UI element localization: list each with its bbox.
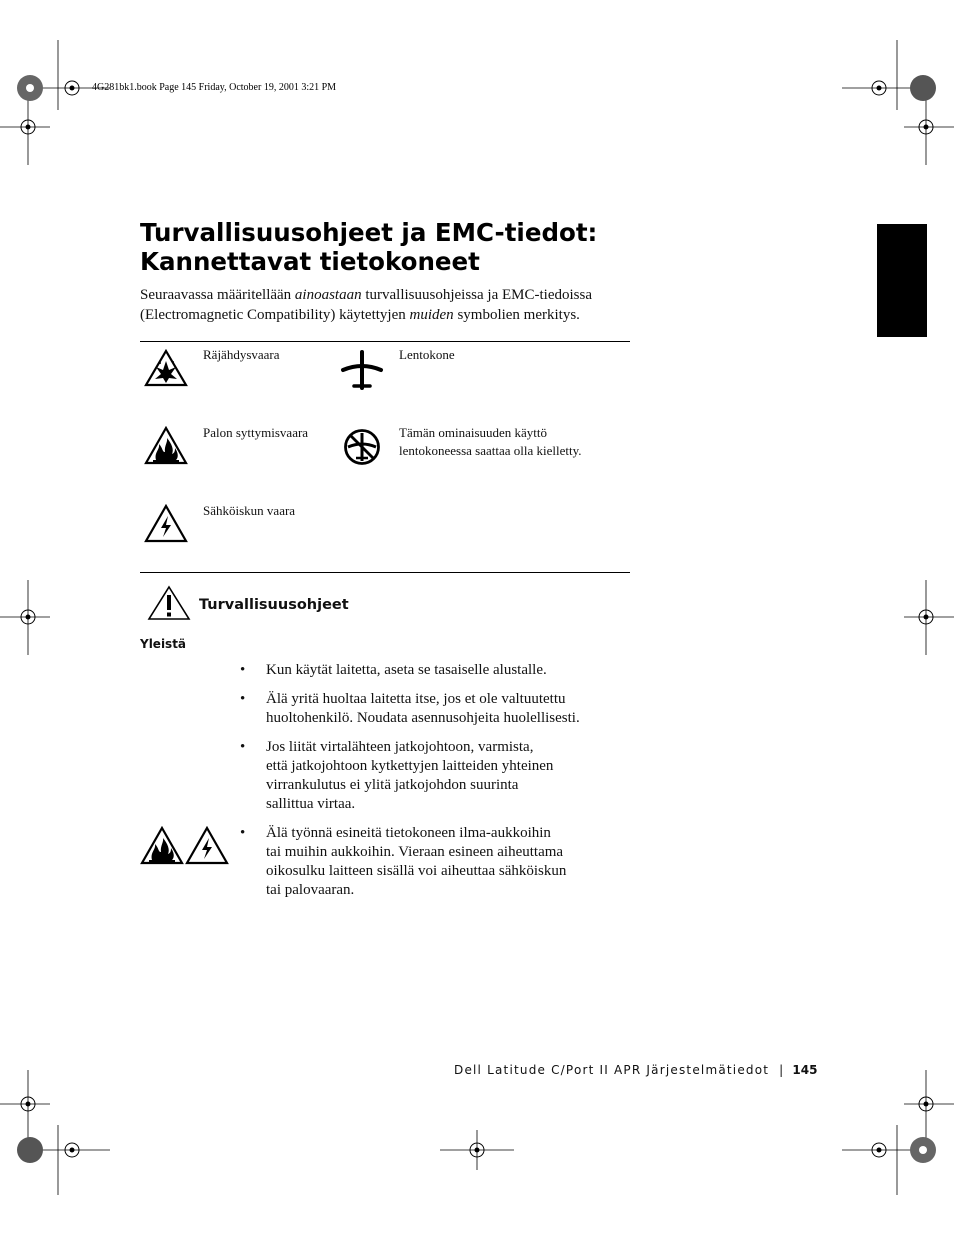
explosion-warning-icon — [144, 349, 188, 387]
bullet-dot: • — [240, 662, 246, 678]
page-title — [140, 218, 597, 276]
chapter-tab-marker — [877, 224, 927, 337]
subsection-heading: Yleistä — [140, 637, 187, 651]
list-item-line: Älä yritä huoltaa laitetta itse, jos et ole valtuutettu — [266, 691, 566, 707]
print-slug: 4G281bk1.book Page 145 Friday, October 19, 2001 3:21 PM — [92, 82, 337, 93]
list-item-text — [266, 661, 547, 680]
intro-text: symbolien merkitys. — [453, 307, 580, 323]
page-title-line-1: Turvallisuusohjeet ja EMC-tiedot: — [140, 218, 598, 247]
bullet-dot: • — [240, 739, 246, 755]
intro-text: turvallisuusohjeissa ja EMC-tiedoissa — [361, 287, 592, 303]
page-title-line-2: Kannettavat tietokoneet — [140, 247, 480, 276]
symbol-label-explosion: Räjähdysvaara — [203, 347, 280, 362]
symbol-label-airplane: Lentokone — [399, 347, 455, 362]
list-item-line: Kun käytät laitetta, aseta se tasaiselle alustalle. — [266, 662, 547, 678]
list-item-line: että jatkojohtoon kytkettyjen laitteiden yhteinen — [266, 758, 554, 774]
electric-shock-warning-icon — [185, 826, 229, 866]
list-item-line: Älä työnnä esineitä tietokoneen ilma-aukkoihin — [266, 825, 551, 841]
page-number: 145 — [792, 1063, 818, 1077]
page-footer — [454, 1063, 817, 1077]
symbol-label-no-airplane-line-1: Tämän ominaisuuden käyttö — [399, 425, 548, 440]
section-heading: Turvallisuusohjeet — [199, 597, 349, 613]
intro-line-1 — [140, 285, 640, 305]
list-item-line: tai palovaaran. — [266, 882, 355, 898]
symbol-label-shock: Sähköiskun vaara — [203, 503, 296, 518]
list-item-line: Jos liität virtalähteen jatkojohtoon, varmista, — [266, 739, 534, 755]
intro-text: Seuraavassa määritellään — [140, 287, 295, 303]
list-item-line: virrankulutus ei ylitä jatkojohdon suurinta — [266, 777, 519, 793]
table-bottom-rule — [140, 572, 630, 573]
list-item-text — [266, 738, 553, 814]
list-item — [240, 738, 620, 816]
symbol-label-fire: Palon syttymisvaara — [203, 425, 309, 440]
intro-text: (Electromagnetic Compatibility) käytettyjen — [140, 307, 410, 323]
electric-shock-warning-icon — [144, 504, 188, 544]
fire-warning-icon — [140, 826, 184, 866]
caution-triangle-icon — [147, 585, 191, 621]
list-item-text — [266, 824, 566, 900]
list-item-line: huoltohenkilö. Noudata asennusohjeita huolellisesti. — [266, 710, 580, 726]
symbol-label-no-airplane-line-2: lentokoneessa saattaa olla kielletty. — [399, 443, 582, 458]
airplane-prohibited-icon — [342, 427, 382, 467]
airplane-icon — [340, 350, 384, 390]
table-top-rule — [140, 341, 630, 342]
list-item — [240, 661, 620, 681]
bullet-dot: • — [240, 691, 246, 707]
intro-paragraph — [140, 285, 640, 325]
list-item-line: sallittua virtaa. — [266, 796, 356, 812]
intro-line-2 — [140, 305, 640, 325]
list-item-line: oikosulku laitteen sisällä voi aiheuttaa sähköiskun — [266, 863, 567, 879]
list-item-text — [266, 690, 580, 728]
footer-separator: | — [779, 1063, 785, 1077]
list-item-line: tai muihin aukkoihin. Vieraan esineen aiheuttama — [266, 844, 564, 860]
footer-text: Dell Latitude C/Port II APR Järjestelmätiedot — [454, 1063, 770, 1077]
fire-warning-icon — [144, 426, 188, 466]
intro-emphasis: ainoastaan — [294, 287, 362, 303]
bullet-dot: • — [240, 825, 246, 841]
symbol-label-no-airplane — [399, 424, 582, 460]
list-item — [240, 690, 620, 730]
list-item — [240, 824, 620, 902]
intro-emphasis: muiden — [409, 307, 454, 323]
